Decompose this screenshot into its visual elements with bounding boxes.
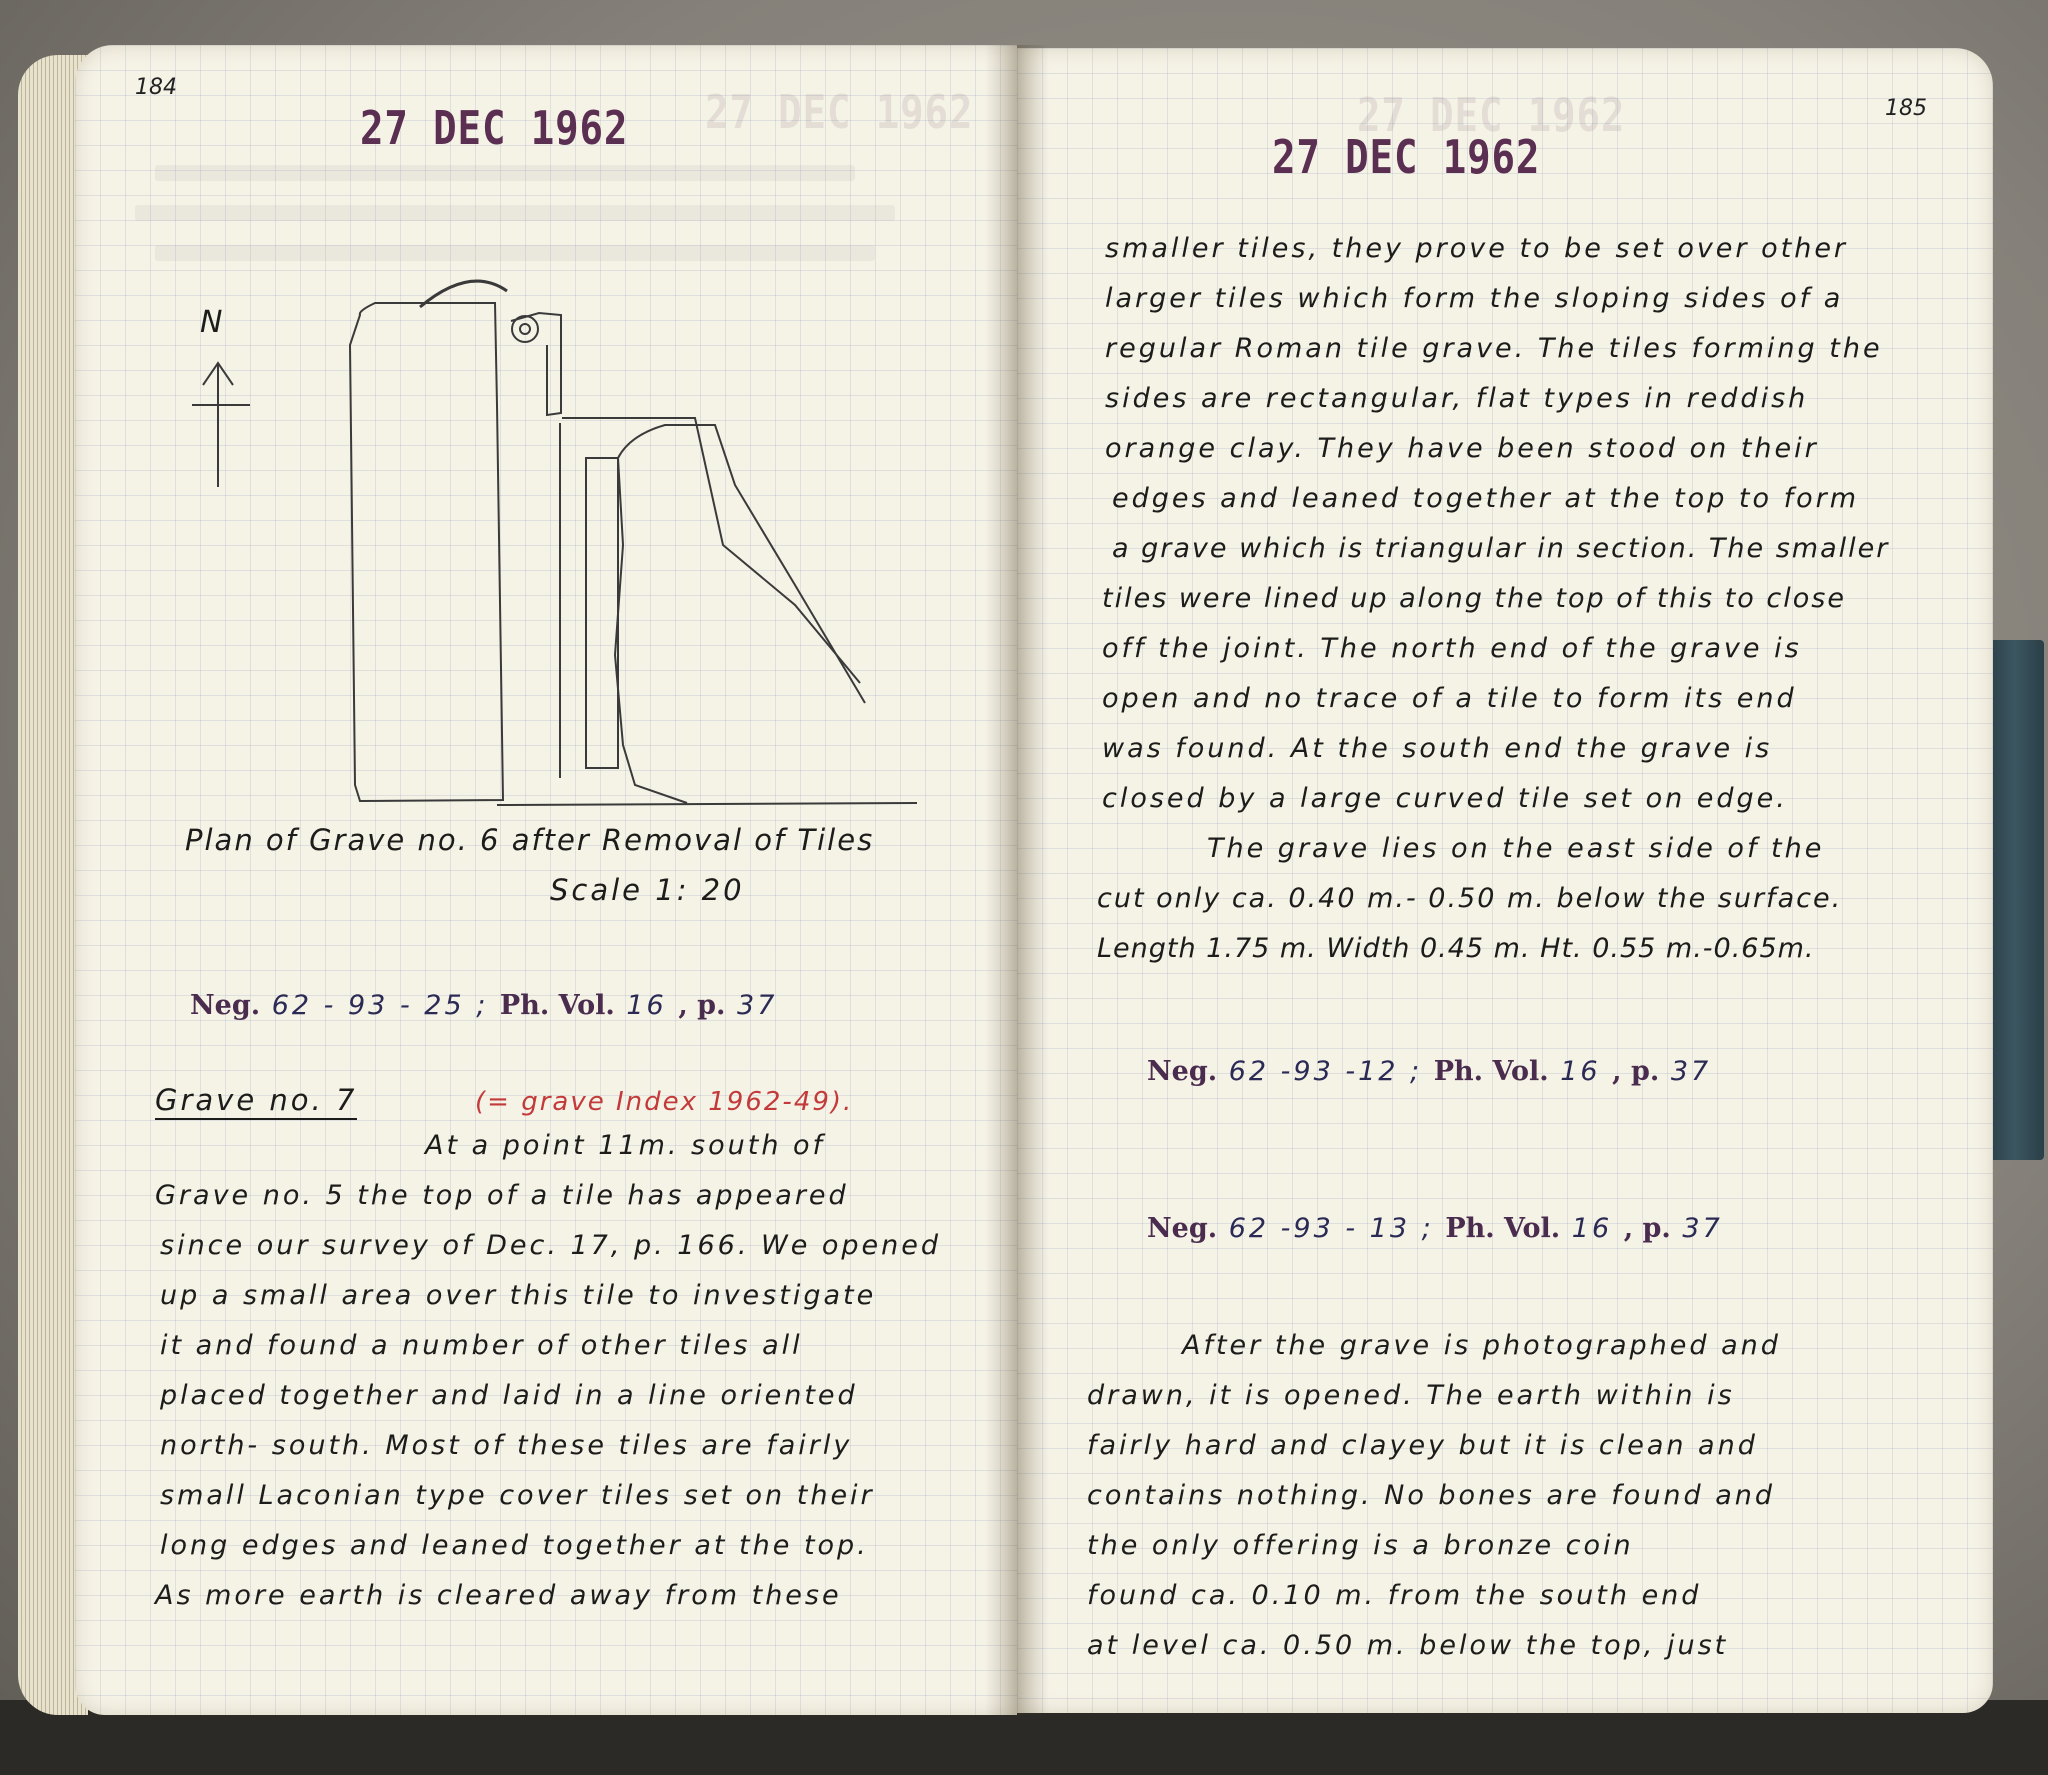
inner-tile-rect — [586, 458, 618, 768]
text-line: cut only ca. 0.40 m.- 0.50 m. below the surface. — [1097, 883, 1843, 914]
page-number: 185 — [1885, 96, 1927, 121]
text-line: contains nothing. No bones are found and — [1087, 1480, 1776, 1511]
ph-vol-number: 16 — [1560, 1056, 1601, 1087]
neg-number: 62 -93 -12 ; — [1228, 1056, 1423, 1087]
page-ref: 37 — [737, 990, 778, 1021]
neg-label: Neg. — [190, 990, 261, 1021]
text-line: drawn, it is opened. The earth within is — [1087, 1380, 1735, 1411]
page-number: 184 — [135, 75, 177, 100]
negative-record — [1147, 1056, 1711, 1087]
pipe-ring-inner — [520, 324, 530, 334]
text-line: north- south. Most of these tiles are fairly — [160, 1430, 853, 1461]
grave-plan-sketch — [75, 45, 1017, 1715]
negative-record — [1147, 1213, 1723, 1244]
neg-number: 62 -93 - 13 ; — [1228, 1213, 1434, 1244]
cut-outline — [560, 418, 860, 778]
text-line: a grave which is triangular in section. The smaller — [1112, 533, 1890, 564]
text-line: tiles were lined up along the top of this to close — [1102, 583, 1846, 614]
neg-number: 62 - 93 - 25 ; — [271, 990, 489, 1021]
text-line: The grave lies on the east side of the — [1207, 833, 1825, 864]
text-line: edges and leaned together at the top to form — [1112, 483, 1860, 514]
ph-vol-number: 16 — [626, 990, 667, 1021]
text-line: fairly hard and clayey but it is clean and — [1087, 1430, 1758, 1461]
text-line: since our survey of Dec. 17, p. 166. We opened — [160, 1230, 942, 1261]
right-page — [1017, 48, 1993, 1713]
grave-heading-text: Grave no. 7 — [155, 1083, 357, 1120]
page-label: , p. — [1612, 1056, 1660, 1087]
text-line: the only offering is a bronze coin — [1087, 1530, 1634, 1561]
text-line: Grave no. 5 the top of a tile has appeared — [155, 1180, 849, 1211]
page-ref: 37 — [1670, 1056, 1712, 1087]
text-line: at level ca. 0.50 m. below the top, just — [1087, 1630, 1729, 1661]
page-ref: 37 — [1682, 1213, 1723, 1244]
text-line: found ca. 0.10 m. from the south end — [1087, 1580, 1702, 1611]
ph-vol-number: 16 — [1571, 1213, 1613, 1244]
grave-index-note: (= grave Index 1962-49). — [475, 1087, 854, 1117]
ground-line — [497, 803, 917, 805]
plan-scale: Scale 1: 20 — [550, 873, 745, 907]
text-line: Length 1.75 m. Width 0.45 m. Ht. 0.55 m.-0.65m. — [1097, 933, 1815, 964]
text-line: up a small area over this tile to investigate — [160, 1280, 877, 1311]
text-line: was found. At the south end the grave is — [1102, 733, 1773, 764]
stamp-bleed-through: 27 DEC 1962 — [1357, 88, 1626, 142]
ph-vol-label: Ph. Vol. — [499, 990, 615, 1021]
north-label: N — [200, 305, 223, 340]
text-line: larger tiles which form the sloping sides of a — [1105, 283, 1844, 314]
text-line: smaller tiles, they prove to be set over other — [1105, 233, 1849, 264]
negative-record — [190, 990, 777, 1021]
neg-label: Neg. — [1147, 1213, 1218, 1244]
neg-label: Neg. — [1147, 1056, 1218, 1087]
text-line: open and no trace of a tile to form its end — [1102, 683, 1797, 714]
left-page — [75, 45, 1017, 1715]
sloping-tile — [618, 425, 865, 703]
text-line: regular Roman tile grave. The tiles forming the — [1105, 333, 1883, 364]
plan-caption: Plan of Grave no. 6 after Removal of Tiles — [185, 823, 875, 857]
text-line: sides are rectangular, flat types in reddish — [1105, 383, 1809, 414]
text-line: off the joint. The north end of the grave is — [1102, 633, 1802, 664]
text-line: closed by a large curved tile set on edge. — [1102, 783, 1788, 814]
page-label: , p. — [678, 990, 726, 1021]
text-line: As more earth is cleared away from these — [155, 1580, 842, 1611]
text-line: small Laconian type cover tiles set on their — [160, 1480, 875, 1511]
book-gutter — [985, 45, 1049, 1715]
date-stamp: 27 DEC 1962 — [1272, 130, 1541, 184]
ph-vol-label: Ph. Vol. — [1433, 1056, 1549, 1087]
ph-vol-label: Ph. Vol. — [1445, 1213, 1561, 1244]
text-line: placed together and laid in a line oriented — [160, 1380, 858, 1411]
pipe-body — [511, 313, 561, 415]
text-line: it and found a number of other tiles all — [160, 1330, 803, 1361]
text-line: At a point 11m. south of — [425, 1130, 826, 1161]
page-label: , p. — [1623, 1213, 1671, 1244]
date-stamp: 27 DEC 1962 — [360, 101, 629, 155]
grave-heading — [155, 1083, 357, 1117]
text-line: long edges and leaned together at the top. — [160, 1530, 869, 1561]
tile-outline-large — [350, 303, 503, 801]
stamp-bleed-through: 27 DEC 1962 — [705, 85, 974, 139]
text-line: After the grave is photographed and — [1182, 1330, 1781, 1361]
text-line: orange clay. They have been stood on their — [1105, 433, 1819, 464]
bookmark-ribbon — [1986, 640, 2044, 1160]
sloping-tile-edge — [615, 458, 687, 803]
